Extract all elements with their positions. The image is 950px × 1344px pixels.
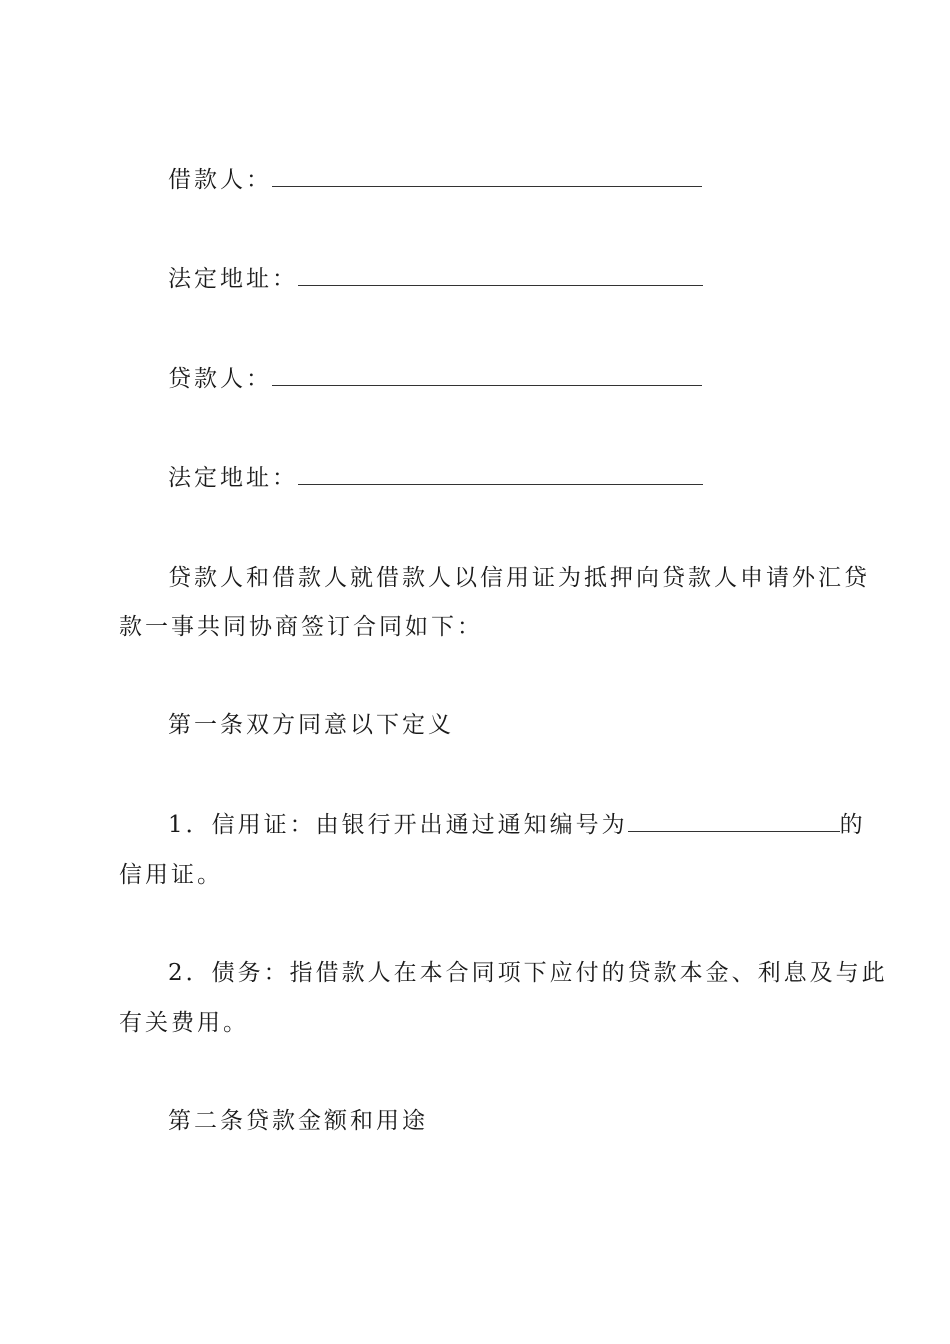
intro-line-1: 贷款人和借款人就借款人以信用证为抵押向贷款人申请外汇贷: [168, 565, 870, 591]
article-1-item-2-line-2: 有关费用。: [119, 1010, 249, 1036]
borrower-blank[interactable]: [272, 168, 702, 187]
item-1-suffix: 的: [839, 812, 866, 838]
borrower-field: [168, 165, 702, 195]
borrower-label: 借款人：: [168, 167, 272, 193]
borrower-address-blank[interactable]: [298, 267, 703, 286]
article-1-item-2: 2．债务：指借款人在本合同项下应付的贷款本金、利息及与此: [168, 960, 888, 986]
lender-address-field: [168, 463, 703, 493]
intro-line-2: 款一事共同协商签订合同如下：: [119, 614, 483, 640]
lender-label: 贷款人：: [168, 366, 272, 392]
lender-field: [168, 364, 702, 394]
article-1-heading: 第一条双方同意以下定义: [168, 712, 454, 738]
lender-blank[interactable]: [272, 367, 702, 386]
article-2-heading: 第二条贷款金额和用途: [168, 1108, 428, 1134]
lender-address-label: 法定地址：: [168, 465, 298, 491]
borrower-address-label: 法定地址：: [168, 266, 298, 292]
article-1-item-1: [168, 810, 866, 840]
item-1-prefix: 1．信用证：由银行开出通过通知编号为: [168, 812, 628, 838]
lender-address-blank[interactable]: [298, 466, 703, 485]
lc-number-blank[interactable]: [628, 813, 840, 832]
borrower-address-field: [168, 264, 703, 294]
article-1-item-1-line-2: 信用证。: [119, 862, 223, 888]
